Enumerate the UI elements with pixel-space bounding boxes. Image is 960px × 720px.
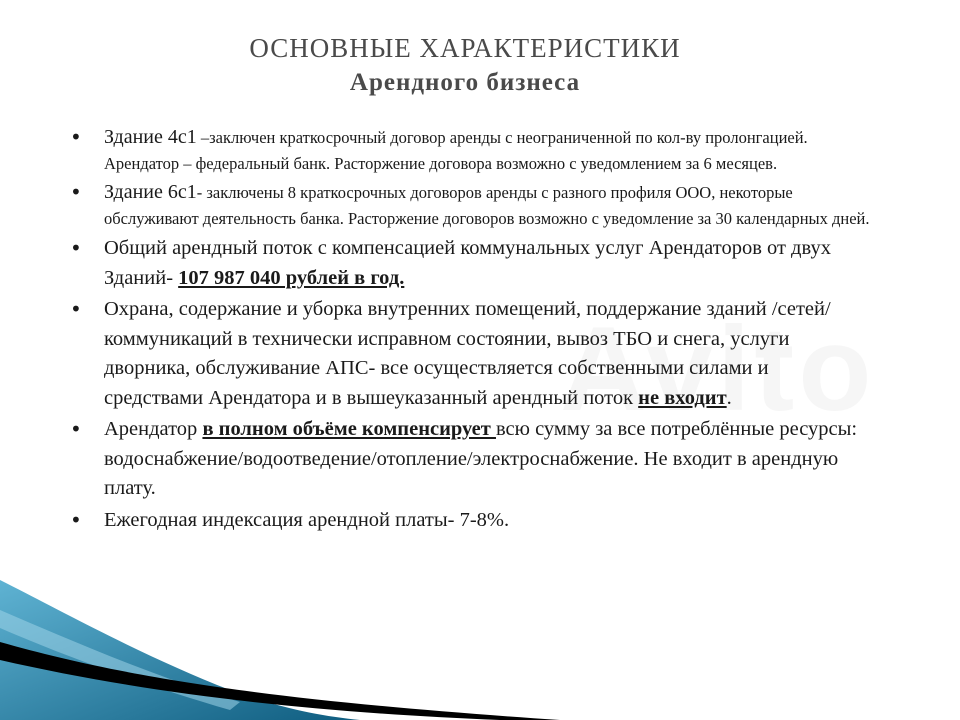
bullet-tail: всю сумму за все потреблённые ресурсы: водоснабжение/водоотведение/отопление/электроснабжение. Не входит в арендную плату. xyxy=(104,418,858,499)
building-label: Здание 4с1 xyxy=(104,126,197,148)
characteristics-list xyxy=(70,124,870,537)
compensation-highlight: в полном объёме компенсирует xyxy=(202,418,496,440)
title-line-2: Арендного бизнеса xyxy=(349,69,581,96)
bullet-text: –заключен краткосрочный договор аренды с неограниченной по кол-ву пролонгацией. Арендатор – федеральный банк. Расторжение договора возможно с уведомлением за 6 месяцев. xyxy=(104,128,808,173)
slide-title xyxy=(0,30,930,100)
list-item xyxy=(70,179,870,232)
bullet-text: Ежегодная индексация арендной платы- 7-8%. xyxy=(104,508,510,531)
bullet-text: - заключены 8 краткосрочных договоров аренды с разного профиля ООО, некоторые обслуживают деятельность банка. Расторжение договоров возможно с уведомление за 30 календарных дней. xyxy=(104,183,870,228)
building-label: Здание 6с1 xyxy=(104,181,197,203)
bullet-text: Охрана, содержание и уборка внутренних помещений, поддержание зданий /сетей/коммуникаций в технически исправном состоянии, вывоз ТБО и снега, услуги дворника, обслуживание АПС- все осуществляется собственными силами и средствами Арендатора и в вышеуказанный арендный поток xyxy=(104,298,831,409)
list-item xyxy=(70,295,870,413)
title-line-1: ОСНОВНЫЕ ХАРАКТЕРИСТИКИ xyxy=(249,33,681,63)
decorative-wave xyxy=(0,580,960,720)
bullet-text: Общий арендный поток с компенсацией коммунальных услуг Арендаторов от двух Зданий- xyxy=(104,237,831,289)
not-included-highlight: не входит xyxy=(638,386,727,409)
list-item xyxy=(70,415,870,504)
list-item xyxy=(70,506,870,536)
bullet-tail: . xyxy=(726,386,732,409)
list-item xyxy=(70,124,870,177)
list-item xyxy=(70,234,870,293)
bullet-text: Арендатор xyxy=(104,418,203,440)
income-highlight: 107 987 040 рублей в год. xyxy=(178,266,405,289)
